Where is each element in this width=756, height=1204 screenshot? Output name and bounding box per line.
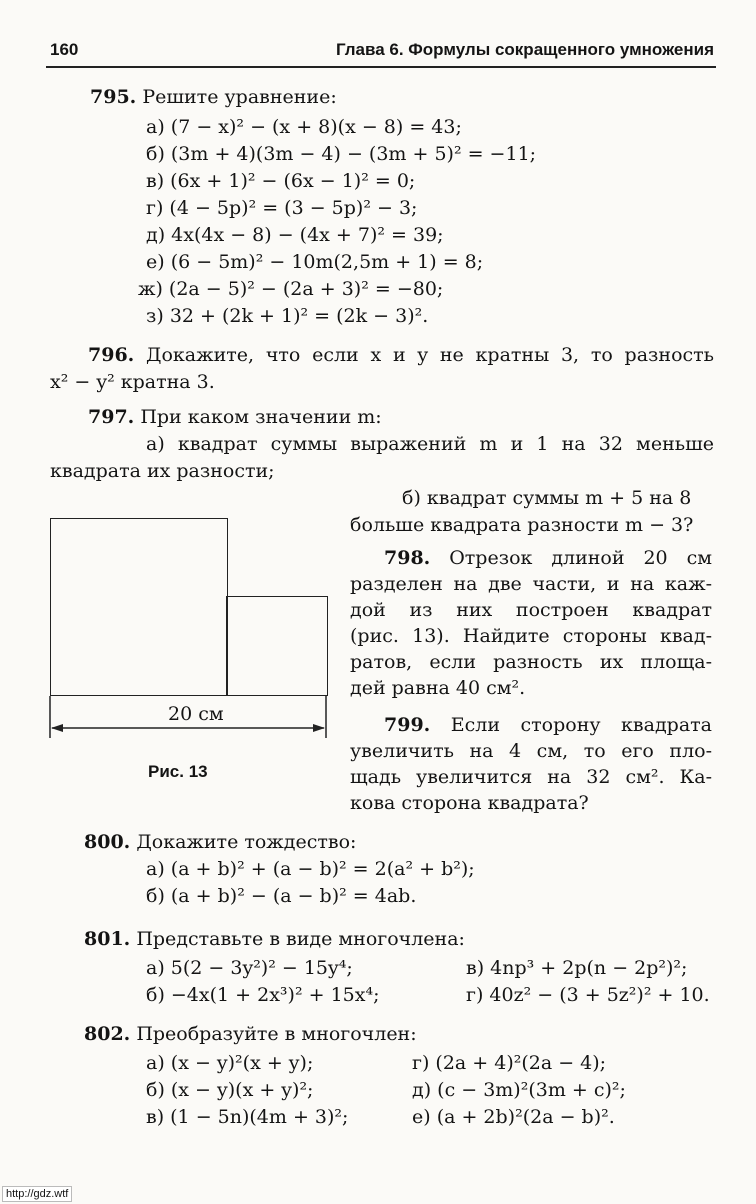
problem-798-line: ратов, если разность их площа- [350, 651, 712, 673]
equation-item: а) (7 − x)² − (x + 8)(x − 8) = 43; [146, 116, 462, 138]
problem-number: 797. [88, 406, 135, 428]
problem-795-heading [90, 84, 337, 110]
problem-number: 802. [84, 1023, 131, 1045]
problem-798-line1 [384, 545, 712, 571]
problem-798-line: дей равна 40 см². [350, 677, 526, 699]
expression-item: г) (2a + 4)²(2a − 4); [412, 1052, 607, 1074]
problem-801-heading [84, 926, 465, 952]
problem-title: При каком значении m: [140, 406, 382, 428]
problem-799-line: щадь увеличится на 32 см². Ка- [350, 766, 712, 788]
problem-number: 798. [384, 547, 431, 569]
problem-text: Докажите, что если x и y не кратны 3, то разность [146, 344, 714, 366]
large-square [50, 518, 228, 696]
expression-item: в) 4np³ + 2p(n − 2p²)²; [466, 957, 688, 979]
problem-number: 796. [88, 344, 135, 366]
problem-title: Преобразуйте в многочлен: [136, 1023, 417, 1045]
page-number: 160 [50, 40, 79, 59]
problem-798-line: (рис. 13). Найдите стороны квад- [350, 625, 712, 647]
watermark-link[interactable]: http://gdz.wtf [2, 1186, 72, 1202]
problem-797-b-line2: больше квадрата разности m − 3? [350, 514, 694, 536]
problem-799-line1 [384, 712, 712, 738]
problem-title: Представьте в виде многочлена: [136, 928, 465, 950]
problem-796-line2: x² − y² кратна 3. [50, 371, 215, 393]
equation-item: г) (4 − 5p)² = (3 − 5p)² − 3; [146, 197, 418, 219]
problem-797-b-line1: б) квадрат суммы m + 5 на 8 [402, 487, 692, 509]
problem-text: Отрезок длиной 20 см [449, 547, 712, 569]
problem-798-line: разделен на две части, и на каж- [350, 573, 712, 595]
chapter-title: Глава 6. Формулы сокращенного умножения [335, 40, 714, 59]
problem-number: 795. [90, 86, 137, 108]
expression-item: г) 40z² − (3 + 5z²)² + 10. [466, 984, 710, 1006]
problem-number: 801. [84, 928, 131, 950]
expression-item: а) (x − y)²(x + y); [146, 1052, 314, 1074]
problem-799-line: кова сторона квадрата? [350, 792, 589, 814]
problem-number: 799. [384, 714, 431, 736]
figure-caption: Рис. 13 [148, 762, 208, 781]
problem-797-a-line2: квадрата их разности; [50, 460, 275, 482]
problem-title: Докажите тождество: [136, 831, 357, 853]
equation-item: б) (3m + 4)(3m − 4) − (3m + 5)² = −11; [146, 143, 537, 165]
equation-item: ж) (2a − 5)² − (2a + 3)² = −80; [138, 278, 444, 300]
equation-item: д) 4x(4x − 8) − (4x + 7)² = 39; [146, 224, 444, 246]
problem-title: Решите уравнение: [142, 86, 337, 108]
equation-item: в) (6x + 1)² − (6x − 1)² = 0; [146, 170, 416, 192]
expression-item: б) (x − y)(x + y)²; [146, 1079, 314, 1101]
problem-799-line: увеличить на 4 см, то его пло- [350, 740, 712, 762]
identity-item: а) (a + b)² + (a − b)² = 2(a² + b²); [146, 858, 475, 880]
problem-text: Если сторону квадрата [450, 714, 712, 736]
expression-item: е) (a + 2b)²(2a − b)². [412, 1106, 615, 1128]
expression-item: д) (c − 3m)²(3m + c)²; [412, 1079, 626, 1101]
problem-798-line: дой из них построен квадрат [350, 599, 712, 621]
header-rule [46, 66, 716, 68]
problem-796-line1 [88, 342, 714, 368]
problem-800-heading [84, 829, 356, 855]
expression-item: в) (1 − 5n)(4m + 3)²; [146, 1106, 349, 1128]
problem-number: 800. [84, 831, 131, 853]
small-square [226, 596, 328, 696]
problem-802-heading [84, 1021, 417, 1047]
expression-item: б) −4x(1 + 2x³)² + 15x⁴; [146, 984, 380, 1006]
equation-item: з) 32 + (2k + 1)² = (2k − 3)². [146, 305, 429, 327]
problem-797-a-line1: а) квадрат суммы выражений m и 1 на 32 меньше [146, 433, 714, 455]
segment-label: 20 см [168, 703, 224, 725]
equation-item: е) (6 − 5m)² − 10m(2,5m + 1) = 8; [146, 251, 484, 273]
problem-797-heading [88, 404, 382, 430]
identity-item: б) (a + b)² − (a − b)² = 4ab. [146, 885, 417, 907]
expression-item: а) 5(2 − 3y²)² − 15y⁴; [146, 957, 353, 979]
